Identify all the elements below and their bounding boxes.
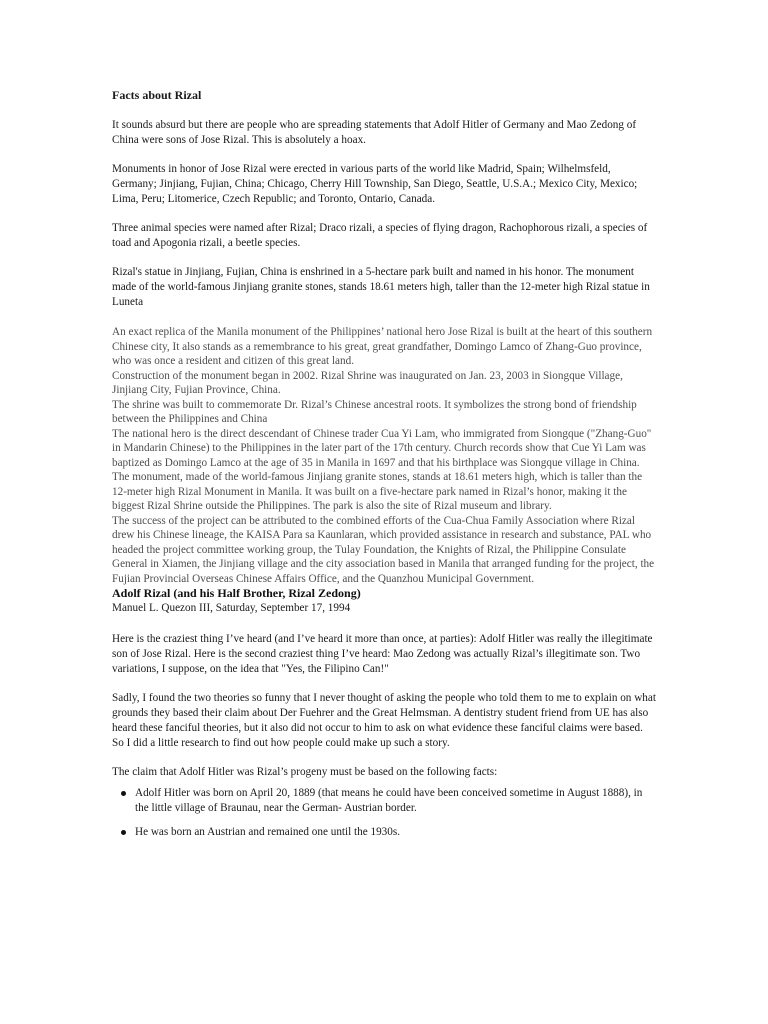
paragraph-species: Three animal species were named after Rizal; Draco rizali, a species of flying dragon, Rachophorous rizali, a species of toad and Apogonia rizali, a beetle species. xyxy=(112,222,648,249)
quoted-paragraph: The shrine was built to commemorate Dr. Rizal’s Chinese ancestral roots. It symbolizes the strong bond of friendship between the Philippines and China xyxy=(112,398,637,425)
list-item: Adolf Hitler was born on April 20, 1889 (that means he could have been conceived sometime in August 1888), in the little village of Braunau, near the German- Austrian border. xyxy=(135,786,657,816)
paragraph-craziest: Here is the craziest thing I’ve heard (and I’ve heard it more than once, at parties): Adolf Hitler was really the illegitimate son of Jose Rizal. Here is the second craziest thing I’ve heard: Mao Zedong was actually Rizal’s illegitimate son. Two variations, I suppose, on the idea that "Yes, the Filipino Can!" xyxy=(112,633,653,675)
paragraph-theories: Sadly, I found the two theories so funny that I never thought of asking the people who told them to me to explain on what grounds they based their claim about Der Fuehrer and the Great Helmsman. A dentistry student friend from UE has also heard these fanciful theories, but it also did not occur to him to ask on what evidence these fanciful claims were based. So I did a little research to find out how people could make up such a story. xyxy=(112,692,656,749)
quoted-paragraph: The success of the project can be attributed to the combined efforts of the Cua-Chua Family Association where Rizal drew his Chinese lineage, the KAISA Para sa Kaunlaran, which provided assistance in research and substance, PAL who headed the project committee working group, the Tulay Foundation, the Knights of Rizal, the Philippine Consulate General in Xiamen, the Jinjiang village and the city association based in Manila that arranged funding for the project, the Fujian Provincial Overseas Chinese Affairs Office, and the Quanzhou Municipal Government. xyxy=(112,514,655,585)
document-page xyxy=(112,88,657,849)
quoted-paragraph: An exact replica of the Manila monument of the Philippines’ national hero Jose Rizal is built at the heart of this southern Chinese city, It also stands as a remembrance to his great, great grandfather, Domingo Lamco of Zhang-Guo province, who was once a resident and citizen of this great land. xyxy=(112,326,653,367)
paragraph-monuments: Monuments in honor of Jose Rizal were erected in various parts of the world like Madrid, Spain; Wilhelmsfeld, Germany; Jinjiang, Fujian, China; Chicago, Cherry Hill Township, San Diego, Seattle, U.S.A.; Mexico City, Mexico; Lima, Peru; Litomerice, Czech Republic; and Toronto, Ontario, Canada. xyxy=(112,163,638,205)
list-item: He was born an Austrian and remained one until the 1930s. xyxy=(135,825,657,840)
facts-list xyxy=(112,786,657,840)
quoted-paragraph: The monument, made of the world-famous Jinjiang granite stones, stands at 18.61 meters high, which is taller than the 12-meter high Rizal Monument in Manila. It was built on a five-hectare park named in Rizal’s honor, making it the biggest Rizal Shrine outside the Philippines. The park is also the site of Rizal museum and library. xyxy=(112,471,643,512)
quoted-article-block xyxy=(112,325,657,586)
paragraph-claim: The claim that Adolf Hitler was Rizal’s progeny must be based on the following facts: xyxy=(112,766,498,778)
paragraph-hoax: It sounds absurd but there are people who are spreading statements that Adolf Hitler of Germany and Mao Zedong of China were sons of Jose Rizal. This is absolutely a hoax. xyxy=(112,119,637,146)
quoted-paragraph: Construction of the monument began in 2002. Rizal Shrine was inaugurated on Jan. 23, 2003 in Siongque Village, Jinjiang City, Fujian Province, China. xyxy=(112,369,623,396)
paragraph-statue: Rizal's statue in Jinjiang, Fujian, China is enshrined in a 5-hectare park built and named in his honor. The monument made of the world-famous Jinjiang granite stones, stands 18.61 meters high, taller than the 12-meter high Rizal statue in Luneta xyxy=(112,266,650,308)
document-title: Facts about Rizal xyxy=(112,88,202,102)
article-heading: Adolf Rizal (and his Half Brother, Rizal Zedong) xyxy=(112,586,361,600)
article-byline: Manuel L. Quezon III, Saturday, September 17, 1994 xyxy=(112,602,351,614)
quoted-paragraph: The national hero is the direct descendant of Chinese trader Cua Yi Lam, who immigrated from Siongque ("Zhang-Guo" in Mandarin Chinese) to the Philippines in the later part of the 17th century. Church records show that Cue Yi Lam was baptized as Domingo Lamco at the age of 35 in Manila in 1697 and that his birthplace was Siongque village in China. xyxy=(112,427,652,469)
